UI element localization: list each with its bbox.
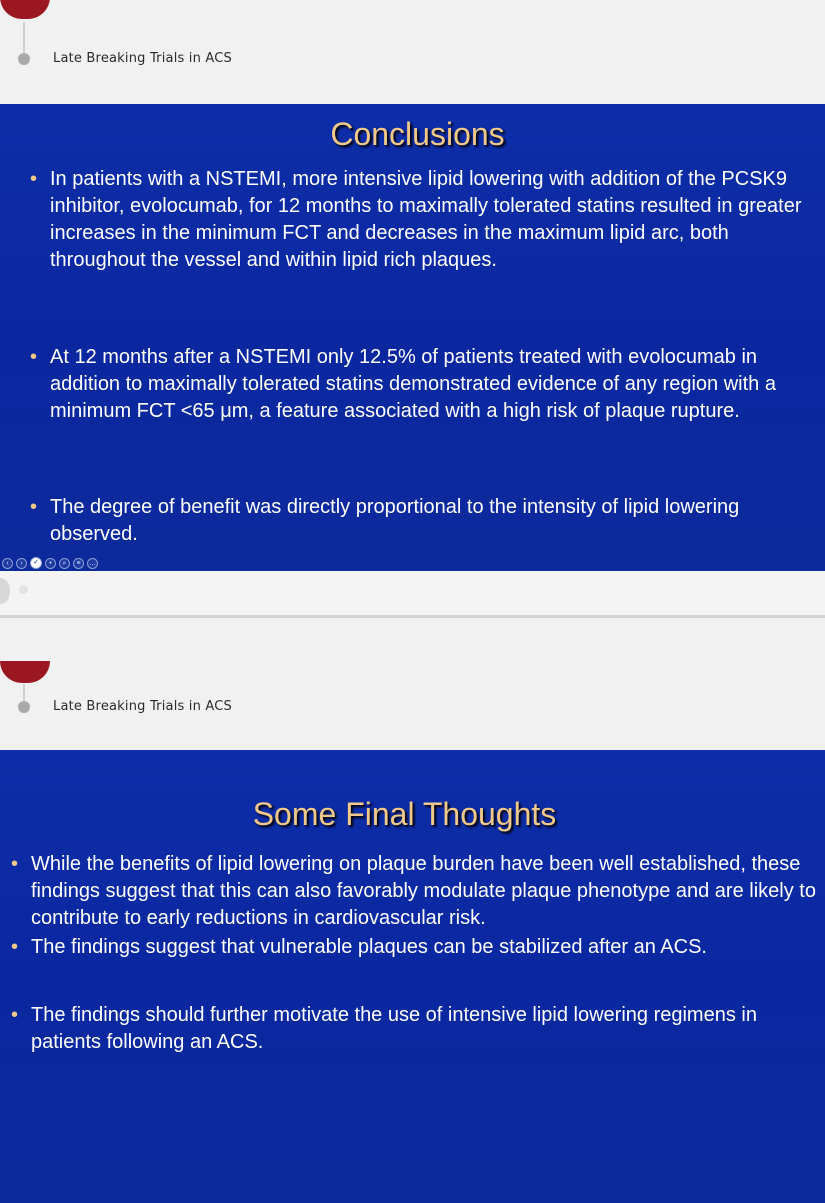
slide-conclusions bbox=[0, 104, 825, 571]
zoom-icon[interactable]: ⌕ bbox=[59, 558, 70, 569]
bullet-item bbox=[11, 1002, 821, 1056]
bullet-text: While the benefits of lipid lowering on plaque burden have been well established, these findings suggest that this can also favorably modulate plaque phenotype and are likely to contribute to early reductions in cardiovascular risk. bbox=[31, 853, 816, 929]
bullet-item bbox=[11, 934, 821, 961]
bullet-icon: • bbox=[11, 1004, 19, 1026]
bullet-text: The degree of benefit was directly proportional to the intensity of lipid lowering observed. bbox=[50, 496, 740, 545]
pointer-icon[interactable]: • bbox=[45, 558, 56, 569]
pen-icon[interactable]: ✓ bbox=[30, 557, 42, 569]
scroll-handle[interactable] bbox=[0, 578, 10, 604]
slide-player-controls bbox=[0, 554, 98, 572]
bullet-text: The findings should further motivate the use of intensive lipid lowering regimens in patients following an ACS. bbox=[31, 1004, 757, 1053]
bullet-item bbox=[30, 494, 810, 548]
bullet-text: In patients with a NSTEMI, more intensive lipid lowering with addition of the PCSK9 inhibitor, evolocumab, for 12 months to maximally tolerated statins resulted in greater increases in the minimum FCT and decreases in the maximum lipid arc, both throughout the vessel and within lipid rich plaques. bbox=[50, 168, 802, 271]
bullet-item bbox=[30, 344, 810, 425]
prev-icon[interactable]: ‹ bbox=[2, 558, 13, 569]
timeline-dot bbox=[19, 585, 28, 594]
presentation-panel-2 bbox=[0, 615, 825, 1200]
session-header bbox=[0, 0, 825, 104]
brand-marker bbox=[0, 0, 50, 19]
timeline-line bbox=[23, 684, 25, 701]
bullet-item bbox=[11, 851, 821, 932]
bullet-icon: • bbox=[30, 168, 38, 190]
timeline-line bbox=[23, 22, 25, 53]
slide-title: Conclusions bbox=[330, 116, 505, 152]
menu-icon[interactable]: ≡ bbox=[73, 558, 84, 569]
session-header bbox=[0, 618, 825, 750]
bullet-icon: • bbox=[11, 936, 19, 958]
bullet-icon: • bbox=[11, 853, 19, 875]
session-title: Late Breaking Trials in ACS bbox=[53, 699, 232, 714]
slide-final-thoughts bbox=[0, 750, 825, 1203]
bullet-item bbox=[30, 166, 810, 274]
play-icon[interactable]: › bbox=[16, 558, 27, 569]
timeline-dot bbox=[18, 701, 30, 713]
slide-title: Some Final Thoughts bbox=[252, 796, 557, 832]
scroll-area bbox=[0, 571, 825, 615]
session-title: Late Breaking Trials in ACS bbox=[53, 51, 232, 66]
bullet-text: The findings suggest that vulnerable plaques can be stabilized after an ACS. bbox=[31, 936, 707, 958]
bullet-icon: • bbox=[30, 496, 38, 518]
timeline-dot bbox=[18, 53, 30, 65]
brand-marker bbox=[0, 661, 50, 683]
bullet-text: At 12 months after a NSTEMI only 12.5% of patients treated with evolocumab in addition to maximally tolerated statins demonstrated evidence of any region with a minimum FCT <65 μm, a feature associated with a high risk of plaque rupture. bbox=[50, 346, 776, 422]
more-icon[interactable]: … bbox=[89, 559, 96, 567]
bullet-icon: • bbox=[30, 346, 38, 368]
